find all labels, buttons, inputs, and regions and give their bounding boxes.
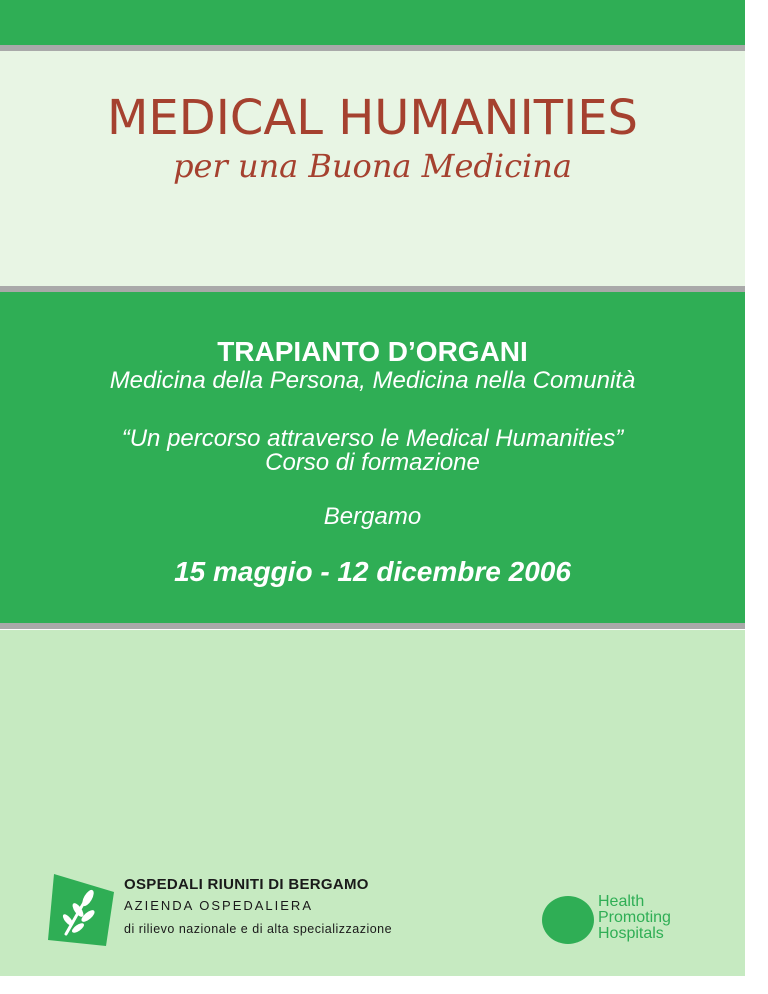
green-circle-icon	[542, 896, 594, 944]
org-description: di rilievo nazionale e di alta specializzazione	[124, 922, 393, 936]
course-type: Corso di formazione	[265, 449, 480, 476]
divider-line	[0, 623, 745, 629]
course-heading: TRAPIANTO D’ORGANI	[217, 336, 528, 367]
hph-line: Health	[598, 893, 645, 910]
top-green-bar	[0, 0, 745, 45]
org-type: AZIENDA OSPEDALIERA	[124, 898, 313, 913]
hph-line: Hospitals	[598, 925, 664, 942]
course-location: Bergamo	[323, 503, 422, 530]
page-title: MEDICAL HUMANITIES	[106, 90, 639, 146]
olive-branch-logo-icon	[48, 874, 114, 946]
course-dates: 15 maggio - 12 dicembre 2006	[174, 556, 571, 587]
hph-line: Promoting	[598, 909, 671, 926]
org-name: OSPEDALI RIUNITI DI BERGAMO	[124, 876, 369, 893]
course-tagline: Medicina della Persona, Medicina nella Comunità	[109, 367, 636, 394]
page-subtitle: per una Buona Medicina	[173, 147, 572, 185]
course-info-band	[0, 292, 745, 623]
course-quote: “Un percorso attraverso le Medical Humanities”	[121, 425, 624, 452]
hph-logo-text	[598, 894, 671, 942]
